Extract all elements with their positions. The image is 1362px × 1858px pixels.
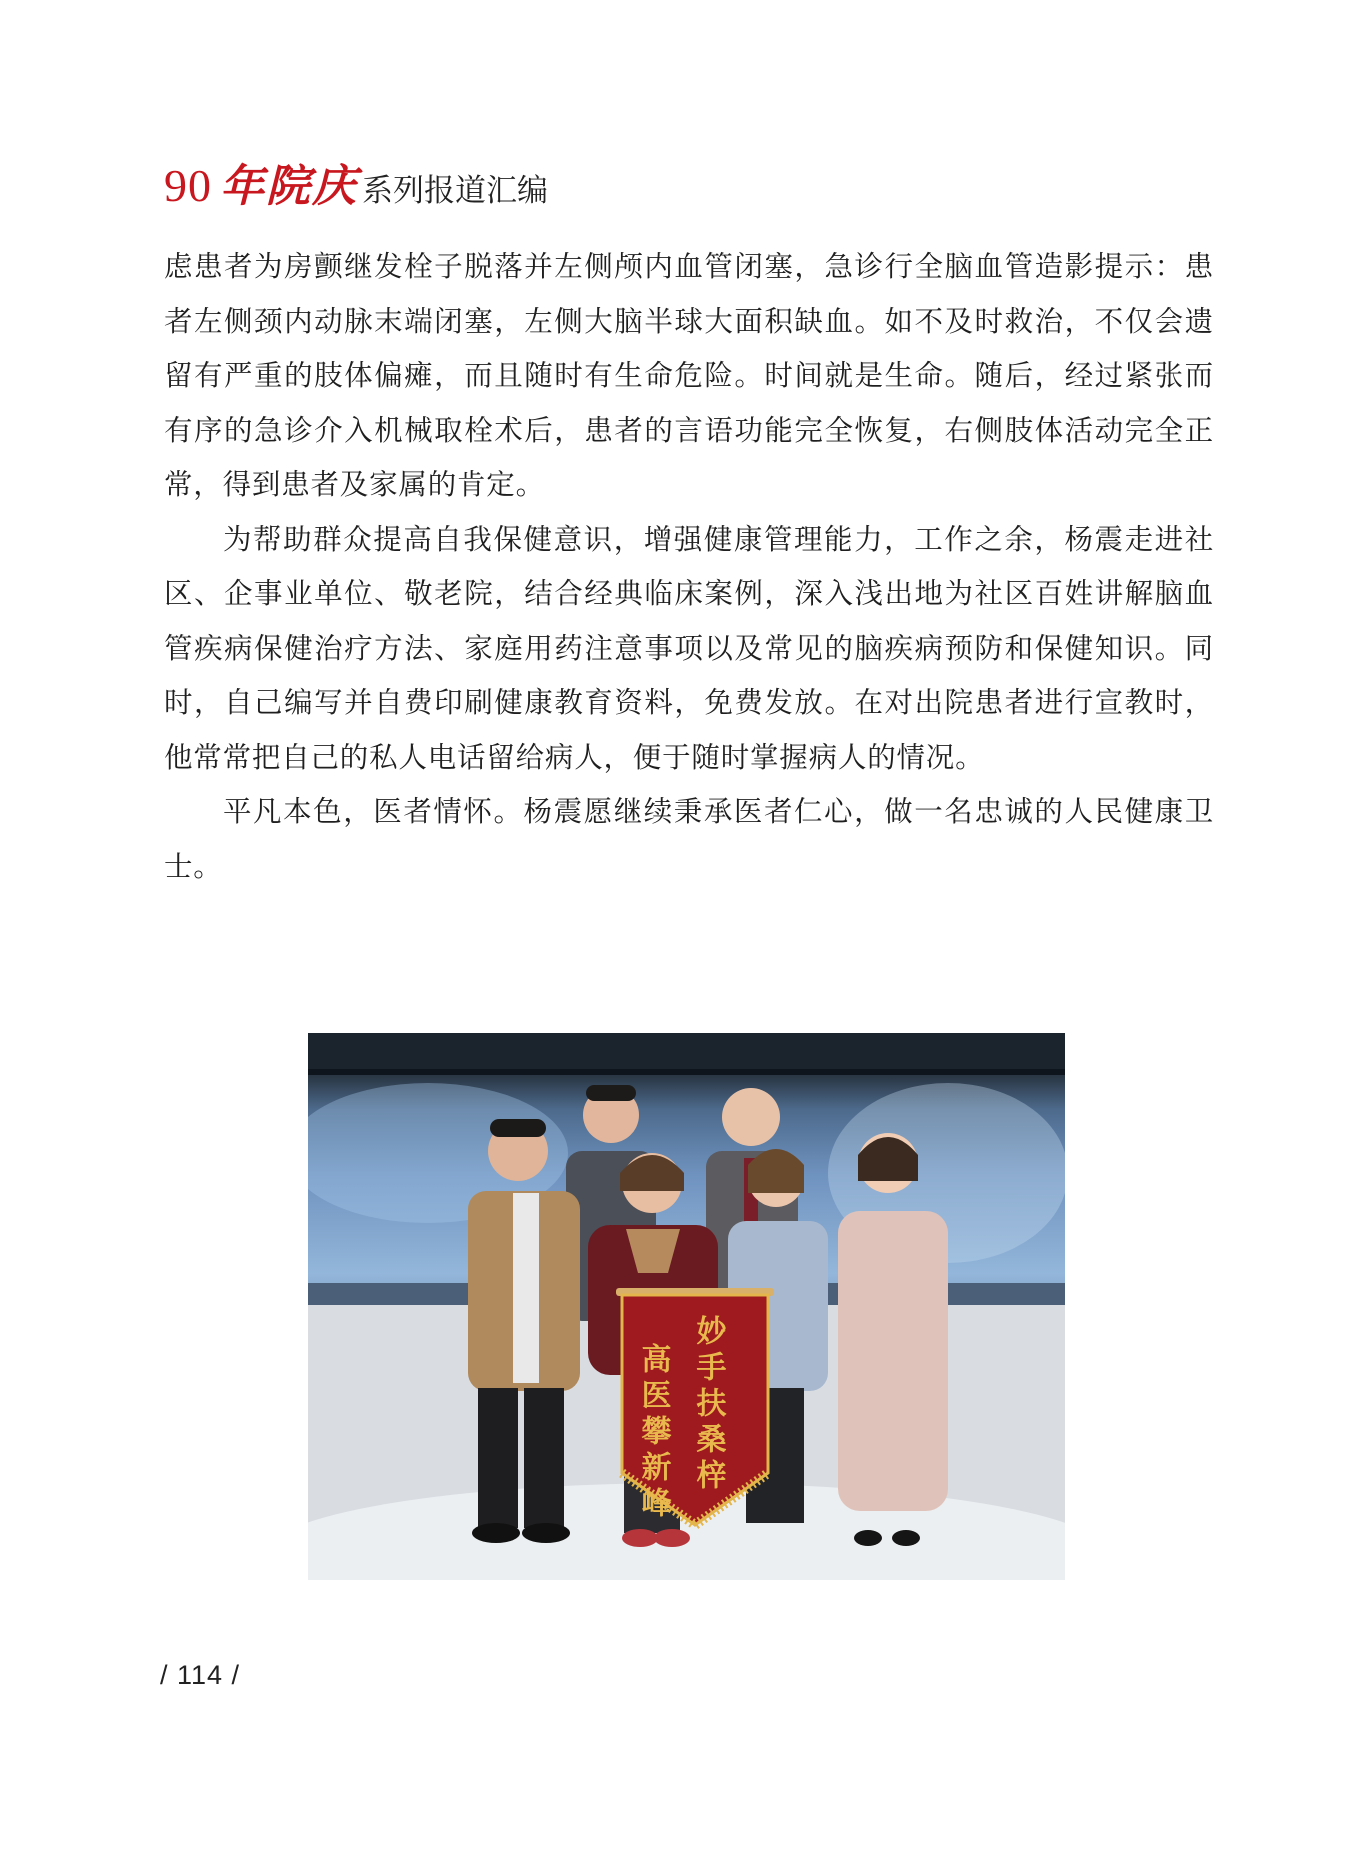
header-number: 90 — [164, 160, 212, 211]
page-number: / 114 / — [160, 1660, 241, 1690]
banner-left-text: 高医攀新峰 — [635, 1343, 671, 1523]
article-body — [164, 240, 1214, 894]
paragraph-2: 为帮助群众提高自我保健意识，增强健康管理能力，工作之余，杨震走进社区、企事业单位、敬老院，结合经典临床案例，深入浅出地为社区百姓讲解脑血管疾病保健治疗方法、家庭用药注意事项以及常见的脑疾病预防和保健知识。同时，自己编写并自费印刷健康教育资料，免费发放。在对出院患者进行宣教时，他常常把自己的私人电话留给病人，便于随时掌握病人的情况。 — [164, 522, 1214, 774]
paragraph-3: 平凡本色，医者情怀。杨震愿继续秉承医者仁心，做一名忠诚的人民健康卫士。 — [164, 795, 1214, 883]
banner-right-text: 妙手扶桑梓 — [690, 1315, 726, 1495]
running-header — [164, 150, 548, 214]
header-calligraphy-title: 年院庆 — [220, 161, 358, 212]
group-photo — [308, 1033, 1065, 1580]
paragraph-1: 虑患者为房颤继发栓子脱落并左侧颅内血管闭塞，急诊行全脑血管造影提示：患者左侧颈内动脉末端闭塞，左侧大脑半球大面积缺血。如不及时救治，不仅会遗留有严重的肢体偏瘫，而且随时有生命危险。时间就是生命。随后，经过紧张而有序的急诊介入机械取栓术后，患者的言语功能完全恢复，右侧肢体活动完全正常，得到患者及家属的肯定。 — [164, 250, 1214, 501]
photo-illustration — [308, 1033, 1065, 1580]
header-subtitle: 系列报道汇编 — [362, 173, 548, 209]
